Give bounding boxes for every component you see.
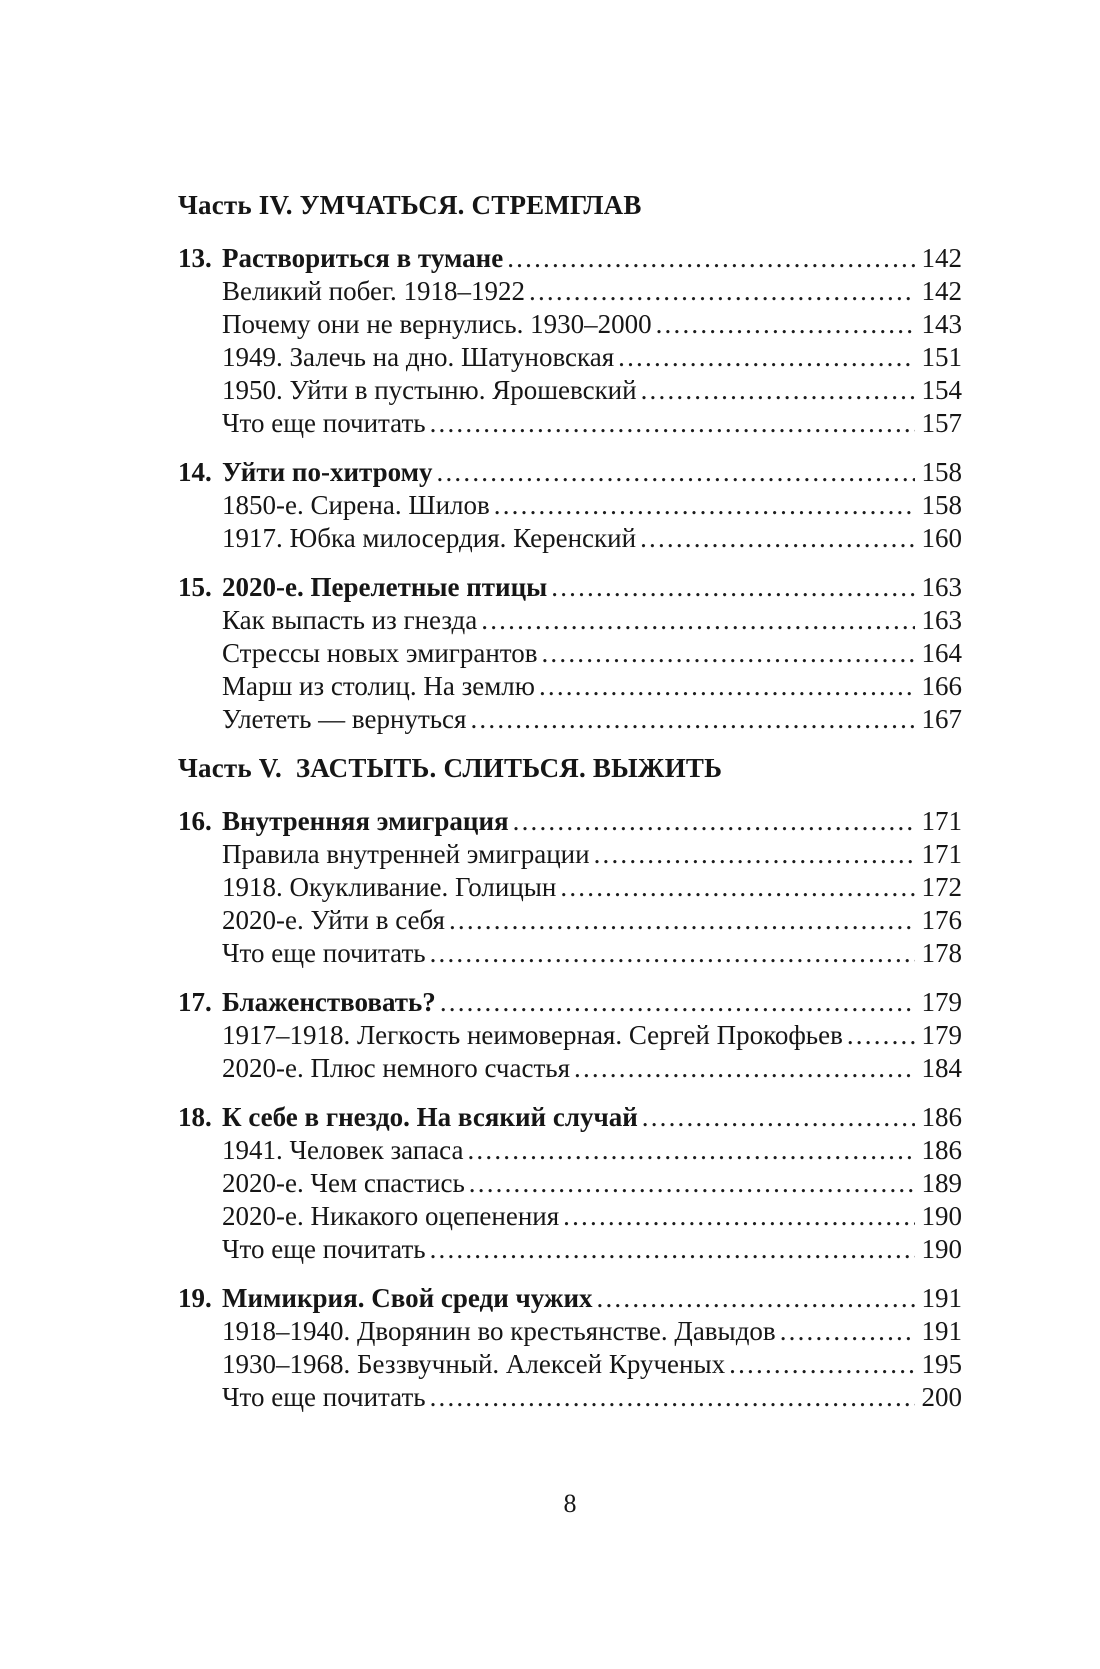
page-number: 179 [921, 1020, 962, 1050]
entry-title: 1930–1968. Беззвучный. Алексей Крученых [222, 1349, 726, 1379]
dot-leader [541, 637, 914, 670]
dot-leader [551, 571, 914, 604]
chapter-number: 18. [178, 1102, 212, 1132]
dot-leader [597, 1282, 915, 1315]
dot-leader [847, 1019, 915, 1052]
entry-title: 1941. Человек запаса [222, 1135, 464, 1165]
dot-leader [440, 986, 915, 1019]
entry-title: Великий побег. 1918–1922 [222, 276, 526, 306]
entry-title: 1917–1918. Легкость неимоверная. Сергей Прокофьев [222, 1020, 843, 1050]
page-number: 154 [921, 375, 962, 405]
page-number: 176 [921, 905, 962, 935]
page-number: 179 [921, 987, 962, 1017]
toc-entry-row [222, 1315, 962, 1348]
chapter-block [178, 1282, 962, 1414]
entry-title: Правила внутренней эмиграции [222, 839, 590, 869]
folio-page-number: 8 [563, 1489, 577, 1518]
page-number: 171 [921, 839, 962, 869]
toc-chapter-row [178, 571, 962, 604]
page-footer [178, 1487, 962, 1520]
toc-entry-row [222, 937, 962, 970]
toc-entry-row [222, 1019, 962, 1052]
entry-title: Стрессы новых эмигрантов [222, 638, 538, 668]
chapter-title: К себе в гнездо. На всякий случай [222, 1102, 638, 1132]
page-number: 160 [921, 523, 962, 553]
dot-leader [529, 275, 914, 308]
toc-entry-row [222, 1134, 962, 1167]
dot-leader [618, 341, 914, 374]
dot-leader [430, 1381, 915, 1414]
dot-leader [430, 407, 915, 440]
page-number: 191 [921, 1283, 962, 1313]
page-number: 186 [921, 1102, 962, 1132]
entry-title: Что еще почитать [222, 408, 426, 438]
page-number: 167 [921, 704, 962, 734]
page-number: 178 [921, 938, 962, 968]
dot-leader [430, 937, 915, 970]
toc-entry-row [222, 522, 962, 555]
chapter-block [178, 242, 962, 440]
dot-leader [641, 374, 915, 407]
toc-entry-row [222, 904, 962, 937]
dot-leader [574, 1052, 915, 1085]
toc-entry-row [222, 341, 962, 374]
chapter-block [178, 805, 962, 970]
entry-title: 1850-е. Сирена. Шилов [222, 490, 490, 520]
entry-title: Как выпасть из гнезда [222, 605, 478, 635]
dot-leader [430, 1233, 915, 1266]
entry-title: 2020-е. Чем спастись [222, 1168, 465, 1198]
chapter-title: Уйти по-хитрому [222, 457, 433, 487]
chapter-number: 13. [178, 243, 212, 273]
entry-title: Улететь — вернуться [222, 704, 467, 734]
dot-leader [469, 1167, 915, 1200]
chapter-block [178, 1101, 962, 1266]
toc-chapter-row [178, 1282, 962, 1315]
dot-leader [563, 1200, 914, 1233]
toc-entry-row [222, 703, 962, 736]
chapter-block [178, 986, 962, 1085]
toc-chapter-row [178, 456, 962, 489]
chapter-number: 16. [178, 806, 212, 836]
page-number: 172 [921, 872, 962, 902]
toc-entry-row [222, 838, 962, 871]
part-heading: Часть IV. УМЧАТЬСЯ. СТРЕМГЛАВ [178, 190, 642, 220]
dot-leader [729, 1348, 914, 1381]
entry-title: 2020-е. Никакого оцепенения [222, 1201, 560, 1231]
page-number: 142 [921, 243, 962, 273]
entry-title: 1949. Залечь на дно. Шатуновская [222, 342, 615, 372]
entry-title: 1918. Окукливание. Голицын [222, 872, 557, 902]
chapter-block [178, 456, 962, 555]
page-number: 142 [921, 276, 962, 306]
toc-entry-row [222, 489, 962, 522]
chapter-title: Мимикрия. Свой среди чужих [222, 1283, 593, 1313]
page-number: 164 [921, 638, 962, 668]
toc-entry-row [222, 1233, 962, 1266]
toc-entry-row [222, 1200, 962, 1233]
chapter-number: 19. [178, 1283, 212, 1313]
toc-entry-row [222, 637, 962, 670]
toc-entry-row [222, 1052, 962, 1085]
dot-leader [507, 242, 914, 275]
toc-chapter-row [178, 805, 962, 838]
entry-title: 1918–1940. Дворянин во крестьянстве. Давыдов [222, 1316, 776, 1346]
dot-leader [449, 904, 915, 937]
entry-title: Что еще почитать [222, 938, 426, 968]
page-number: 186 [921, 1135, 962, 1165]
dot-leader [594, 838, 915, 871]
toc-chapter-row [178, 986, 962, 1019]
toc-chapter-row [178, 242, 962, 275]
dot-leader [780, 1315, 915, 1348]
page-number: 158 [921, 457, 962, 487]
entry-title: 1917. Юбка милосердия. Керенский [222, 523, 637, 553]
page-number: 184 [921, 1053, 962, 1083]
toc-entry-row [222, 670, 962, 703]
dot-leader [494, 489, 915, 522]
dot-leader [470, 703, 914, 736]
toc-entry-row [222, 275, 962, 308]
toc-entry-row [222, 604, 962, 637]
toc-entry-row [222, 1348, 962, 1381]
page-number: 157 [921, 408, 962, 438]
toc-entry-row [222, 1381, 962, 1414]
dot-leader [437, 456, 915, 489]
part-heading: Часть V. ЗАСТЫТЬ. СЛИТЬСЯ. ВЫЖИТЬ [178, 753, 723, 783]
chapter-title: Внутренняя эмиграция [222, 806, 509, 836]
page-number: 163 [921, 605, 962, 635]
page-number: 143 [921, 309, 962, 339]
dot-leader [481, 604, 914, 637]
entry-title: 1950. Уйти в пустыню. Ярошевский [222, 375, 637, 405]
page-number: 190 [921, 1201, 962, 1231]
chapter-number: 14. [178, 457, 212, 487]
entry-title: Марш из столиц. На землю [222, 671, 535, 701]
chapter-title: 2020-е. Перелетные птицы [222, 572, 548, 602]
page-number: 189 [921, 1168, 962, 1198]
page-number: 163 [921, 572, 962, 602]
page-number: 200 [921, 1382, 962, 1412]
page-number: 191 [921, 1316, 962, 1346]
page-number: 195 [921, 1349, 962, 1379]
dot-leader [539, 670, 915, 703]
chapter-number: 15. [178, 572, 212, 602]
page-number: 190 [921, 1234, 962, 1264]
page-number: 166 [921, 671, 962, 701]
chapter-number: 17. [178, 987, 212, 1017]
chapter-block [178, 571, 962, 736]
page-number: 158 [921, 490, 962, 520]
dot-leader [656, 308, 915, 341]
toc-entry-row [222, 1167, 962, 1200]
table-of-contents [178, 189, 962, 1414]
toc-entry-row [222, 308, 962, 341]
toc-entry-row [222, 871, 962, 904]
chapter-title: Раствориться в тумане [222, 243, 504, 273]
entry-title: 2020-е. Уйти в себя [222, 905, 445, 935]
page-number: 151 [921, 342, 962, 372]
dot-leader [513, 805, 915, 838]
page-number: 171 [921, 806, 962, 836]
toc-chapter-row [178, 1101, 962, 1134]
toc-entry-row [222, 374, 962, 407]
dot-leader [560, 871, 914, 904]
dot-leader [642, 1101, 915, 1134]
entry-title: Почему они не вернулись. 1930–2000 [222, 309, 652, 339]
entry-title: Что еще почитать [222, 1234, 426, 1264]
entry-title: Что еще почитать [222, 1382, 426, 1412]
toc-entry-row [222, 407, 962, 440]
entry-title: 2020-е. Плюс немного счастья [222, 1053, 570, 1083]
dot-leader [640, 522, 914, 555]
dot-leader [467, 1134, 914, 1167]
chapter-title: Блаженствовать? [222, 987, 436, 1017]
